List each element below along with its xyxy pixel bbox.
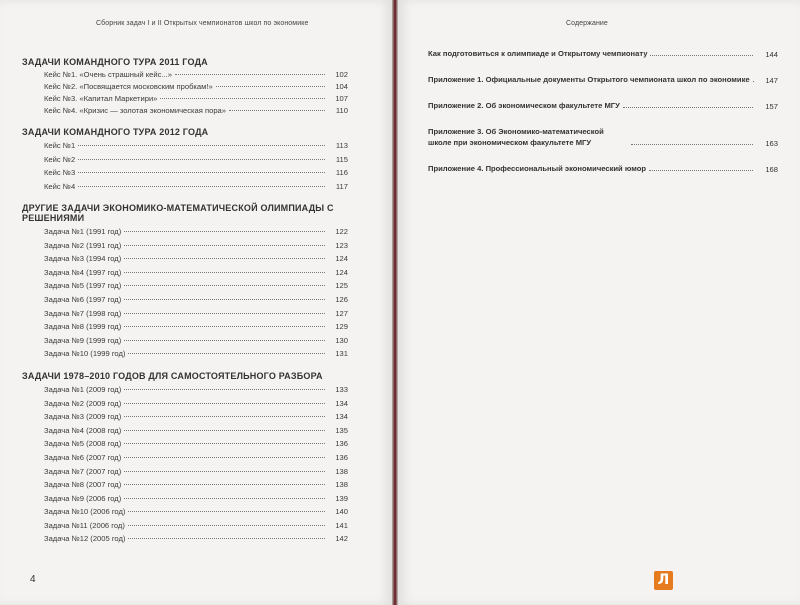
toc-entry: Приложение 1. Официальные документы Открытого чемпионата школ по экономике 147 [428,75,778,85]
section-title: ЗАДАЧИ КОМАНДНОГО ТУРА 2011 ГОДА [22,57,208,67]
toc-entry: Приложение 2. Об экономическом факультете МГУ 157 [428,101,778,111]
toc-entry: Задача №7 (2007 год) 138 [44,466,348,476]
toc-entry: Задача №4 (1997 год) 124 [44,267,348,277]
toc-section [22,371,348,546]
left-toc [22,57,348,556]
toc-entry: Кейс №4 117 [44,181,348,191]
toc-entry: Как подготовиться к олимпиаде и Открытому чемпионату 144 [428,49,778,59]
page-number: 4 [30,574,36,585]
toc-entry: Задача №5 (2008 год) 136 [44,439,348,449]
section-title: ЗАДАЧИ КОМАНДНОГО ТУРА 2012 ГОДА [22,127,209,137]
toc-entry: Задача №10 (1999 год) 131 [44,349,348,359]
section-title: ЗАДАЧИ 1978–2010 ГОДОВ ДЛЯ САМОСТОЯТЕЛЬНОГО РАЗБОРА [22,370,323,381]
toc-entry: Задача №4 (2008 год) 135 [44,425,348,435]
toc-entry: Кейс №2 115 [44,154,348,164]
toc-section [22,57,348,117]
toc-entry: Задача №12 (2005 год) 142 [44,534,348,544]
toc-entry: Задача №11 (2006 год) 141 [44,520,348,530]
labirint-logo: Л [654,571,673,590]
toc-entry: Кейс №3. «Капитал Маркетири» 107 [44,94,348,103]
toc-entry: Приложение 3. Об Экономико-математической школе при экономическом факультете МГУ 163 [428,127,778,148]
toc-entry: Кейс №4. «Кризис — золотая экономическая пора» 110 [44,106,348,115]
right-toc [428,48,778,189]
toc-entry: Задача №1 (1991 год) 122 [44,227,348,236]
toc-entry: Задача №6 (2007 год) 136 [44,452,348,462]
toc-entry: Задача №10 (2006 год) 140 [44,507,348,517]
toc-entry: Задача №8 (2007 год) 138 [44,480,348,490]
left-page [0,0,392,605]
toc-entry: Кейс №3 116 [44,168,348,177]
toc-section [22,127,348,193]
toc-entry: Задача №7 (1998 год) 127 [44,308,348,318]
toc-entry: Задача №3 (2009 год) 134 [44,412,348,422]
toc-entry: Задача №9 (1999 год) 130 [44,335,348,345]
toc-entry: Задача №6 (1997 год) 126 [44,294,348,304]
toc-entry: Задача №8 (1999 год) 129 [44,322,348,332]
left-running-head: Сборник задач I и II Открытых чемпионатов школ по экономике [96,20,309,27]
toc-entry: Кейс №2. «Посвящается московским пробкам!» 104 [44,82,348,91]
toc-entry: Задача №3 (1994 год) 124 [44,254,348,264]
right-page [398,0,800,605]
toc-entry: Задача №1 (2009 год) 133 [44,384,348,394]
toc-entry: Приложение 4. Профессиональный экономический юмор 168 [428,164,778,174]
toc-entry: Задача №2 (2009 год) 134 [44,398,348,408]
toc-entry: Задача №9 (2006 год) 139 [44,493,348,503]
toc-section [22,203,348,361]
toc-entry: Задача №5 (1997 год) 125 [44,281,348,291]
toc-entry: Кейс №1 113 [44,141,348,150]
toc-entry: Задача №2 (1991 год) 123 [44,240,348,250]
toc-entry: Кейс №1. «Очень страшный кейс...» 102 [44,70,348,79]
right-running-head: Содержание [566,20,608,27]
section-title: ДРУГИЕ ЗАДАЧИ ЭКОНОМИКО-МАТЕМАТИЧЕСКОЙ ОЛИМПИАДЫ С РЕШЕНИЯМИ [22,203,334,223]
